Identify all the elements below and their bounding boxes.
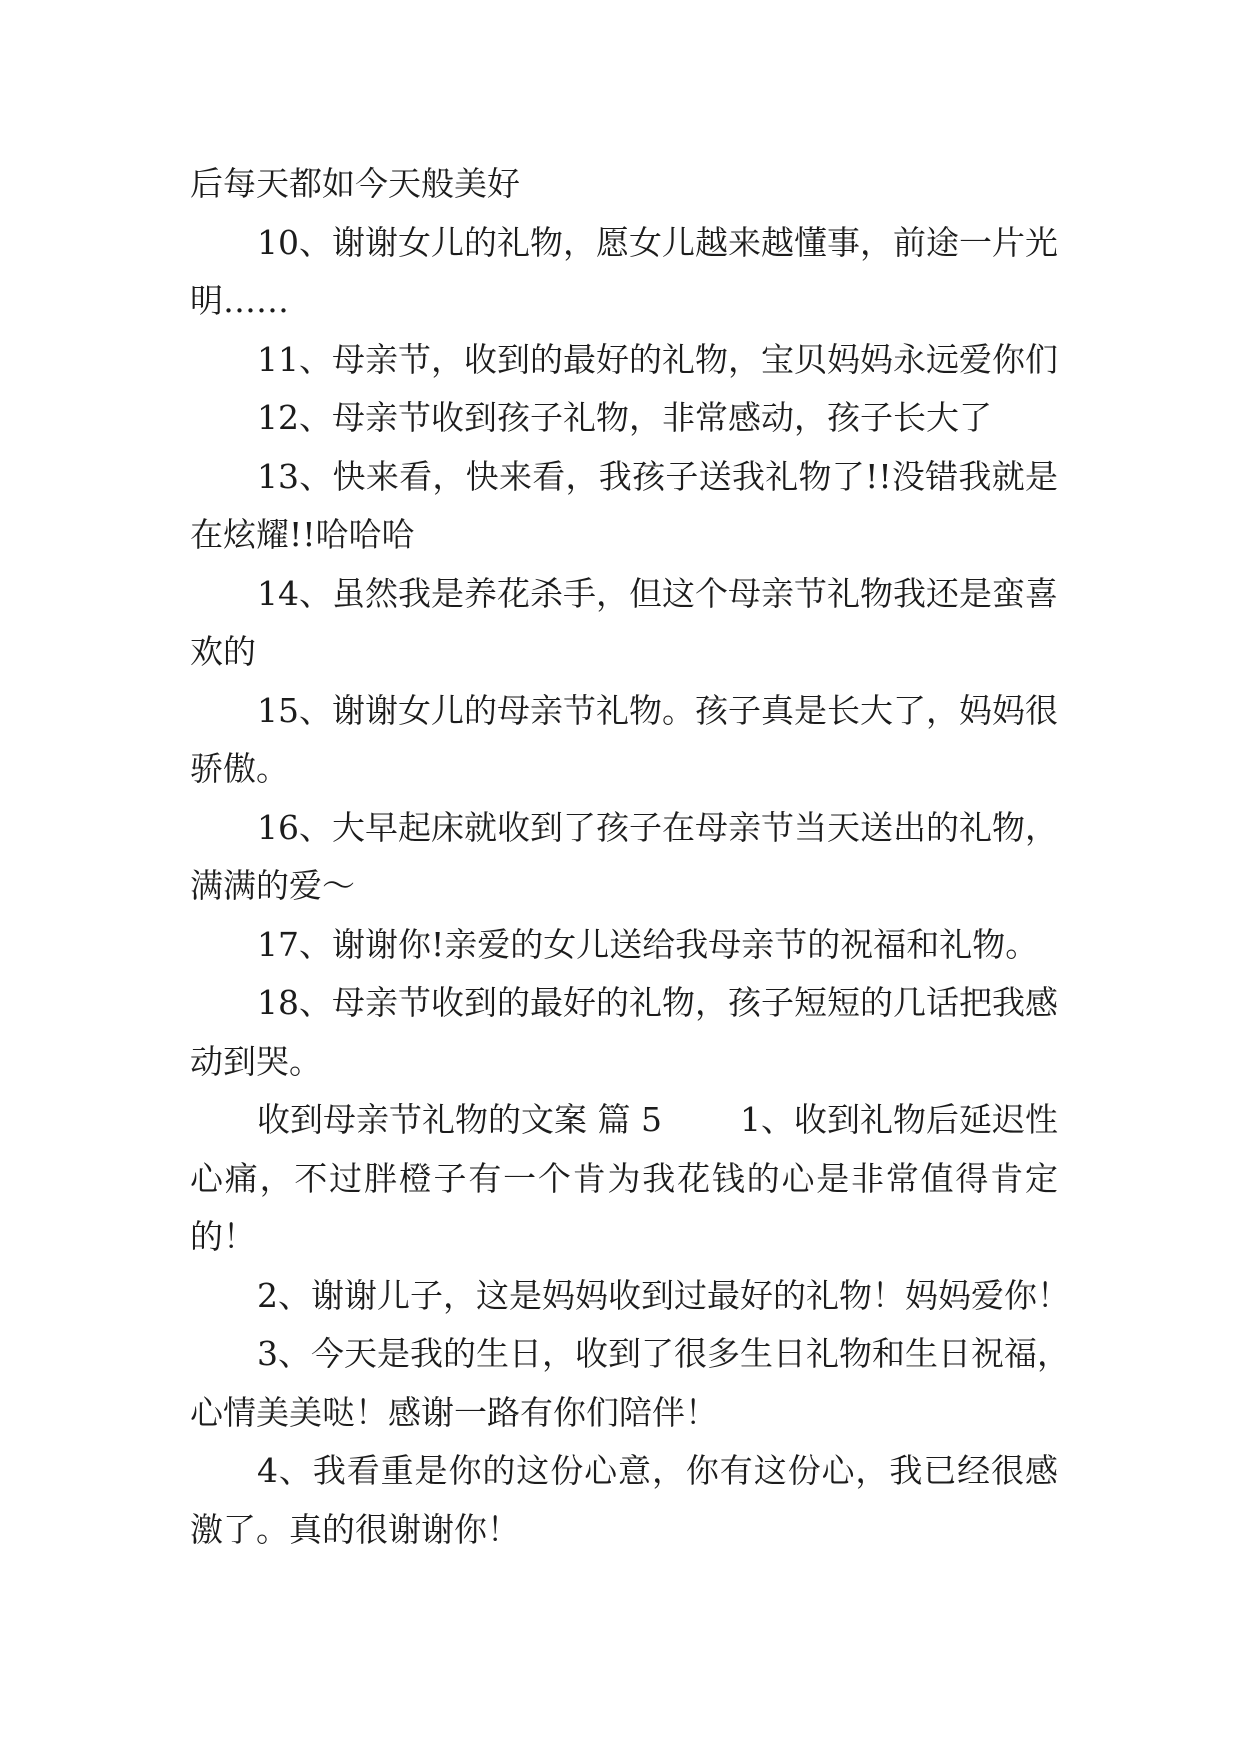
paragraph-continuation [190, 155, 1058, 214]
text-line: 骄傲。 [190, 749, 289, 788]
text-line: 3、今天是我的生日，收到了很多生日礼物和生日祝福， [257, 1334, 1070, 1373]
text-line: 心情美美哒！感谢一路有你们陪伴！ [190, 1392, 718, 1432]
paragraph-item-10 [190, 214, 1058, 331]
text-line: 13、快来看，快来看，我孩子送我礼物了!!没错我就是 [257, 456, 1058, 496]
text-line: 4、我看重是你的这份心意，你有这份心，我已经很感 [257, 1451, 1058, 1490]
text-line: 2、谢谢儿子，这是妈妈收到过最好的礼物！妈妈爱你！ [257, 1275, 1070, 1315]
paragraph-item-3 [190, 1325, 1070, 1442]
text-line: 12、母亲节收到孩子礼物，非常感动，孩子长大了 [257, 398, 992, 437]
paragraph-item-15 [190, 682, 1058, 799]
text-line: 17、谢谢你!亲爱的女儿送给我母亲节的祝福和礼物。 [257, 924, 1039, 964]
paragraph-item-17 [190, 916, 1058, 975]
text-line: 11、母亲节，收到的最好的礼物，宝贝妈妈永远爱你们 [257, 339, 1058, 379]
text-line: 1、收到礼物后延迟性 [740, 1100, 1058, 1139]
text-line: 后每天都如今天般美好 [190, 164, 520, 203]
body-text [190, 155, 1070, 1559]
text-line: 欢的 [190, 632, 256, 671]
paragraph-item-12 [190, 389, 1058, 448]
section-heading-line [190, 1091, 1058, 1150]
text-line: 激了。真的很谢谢你！ [190, 1509, 520, 1549]
text-line: 16、大早起床就收到了孩子在母亲节当天送出的礼物， [257, 807, 1058, 847]
text-line: 满满的爱～ [190, 866, 355, 905]
paragraph-item-2 [190, 1267, 1070, 1326]
text-line: 15、谢谢女儿的母亲节礼物。孩子真是长大了，妈妈很 [257, 690, 1058, 730]
paragraph-item-18 [190, 974, 1058, 1091]
text-line: 10、谢谢女儿的礼物，愿女儿越来越懂事，前途一片光 [257, 222, 1058, 262]
text-line: 在炫耀!!哈哈哈 [190, 515, 415, 554]
paragraph-item-14 [190, 565, 1058, 682]
paragraph-item-4 [190, 1442, 1058, 1559]
section-heading: 收到母亲节礼物的文案 篇 5 [257, 1100, 662, 1139]
paragraph-item-16 [190, 799, 1058, 916]
text-line: 18、母亲节收到的最好的礼物，孩子短短的几话把我感 [257, 983, 1058, 1022]
text-line: 心痛，不过胖橙子有一个肯为我花钱的心是非常值得肯定 [190, 1158, 1058, 1198]
text-line: 明…… [190, 281, 289, 320]
text-line: 的！ [190, 1217, 256, 1256]
section-5 [190, 1091, 1058, 1267]
text-line: 14、虽然我是养花杀手，但这个母亲节礼物我还是蛮喜 [257, 573, 1058, 613]
paragraph-item-13 [190, 448, 1058, 565]
paragraph-item-11 [190, 331, 1058, 390]
text-line: 动到哭。 [190, 1041, 322, 1081]
